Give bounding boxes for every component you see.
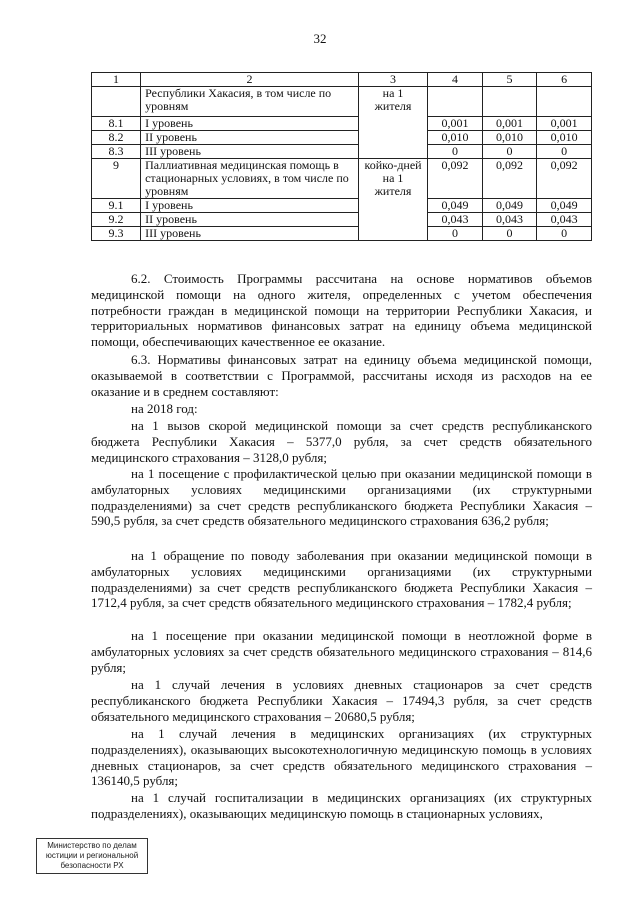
row-number <box>92 87 141 117</box>
table-row <box>92 87 592 117</box>
value-cell: 0,092 <box>482 159 537 199</box>
row-name: II уровень <box>141 213 359 227</box>
row-number: 8.3 <box>92 145 141 159</box>
value-cell: 0 <box>428 227 483 241</box>
ministry-stamp: Министерство по делам юстиции и региональной безопасности РХ <box>36 838 148 874</box>
value-cell <box>482 87 537 117</box>
table-row <box>92 213 592 227</box>
paragraph-high-tech: на 1 случай лечения в медицинских организациях (их структурных подразделениях), оказывающих высокотехнологичную медицинскую помощь в условиях дневных стационаров, за счет средств обязательного медицинского страхования – 136140,5 рубля; <box>91 726 592 789</box>
value-cell: 0,010 <box>482 131 537 145</box>
table-header-row <box>92 73 592 87</box>
paragraph-day-hospital: на 1 случай лечения в условиях дневных стационаров за счет средств республиканского бюджета Республики Хакасия – 17494,3 рубля, за счет средств обязательного медицинского страхования – 20680,5 рубля; <box>91 677 592 724</box>
value-cell: 0,001 <box>482 117 537 131</box>
row-name: I уровень <box>141 199 359 213</box>
row-number: 8.2 <box>92 131 141 145</box>
row-unit: койко-дней на 1 жителя <box>358 159 427 241</box>
value-cell: 0,049 <box>537 199 592 213</box>
paragraph-disease-appeal: на 1 обращение по поводу заболевания при оказании медицинской помощи в амбулаторных условиях медицинскими организациями (их структурными подразделениями) за счет средств республиканского бюджета Республики Хакасия – 1712,4 рубля, за счет средств обязательного медицинского страхования – 1782,4 рубля; <box>91 548 592 611</box>
header-cell: 1 <box>92 73 141 87</box>
paragraph-6-3: 6.3. Нормативы финансовых затрат на единицу объема медицинской помощи, оказываемой в соответствии с Программой, рассчитаны исходя из расходов на ее оказание и в среднем составляют: <box>91 352 592 399</box>
paragraph-urgent-visit: на 1 посещение при оказании медицинской помощи в неотложной форме в амбулаторных условиях за счет средств обязательного медицинского страхования – 814,6 рубля; <box>91 628 592 675</box>
value-cell <box>537 87 592 117</box>
table-row <box>92 131 592 145</box>
paragraph-year: на 2018 год: <box>131 401 198 416</box>
paragraph-preventive-visit: на 1 посещение с профилактической целью при оказании медицинской помощи в амбулаторных условиях медицинскими организациями (их структурными подразделениями) за счет средств республиканского бюджета Республики Хакасия – 590,5 рубля, за счет средств обязательного медицинского страхования 636,2 рубля; <box>91 466 592 529</box>
row-name: Республики Хакасия, в том числе по уровням <box>141 87 359 117</box>
value-cell <box>428 87 483 117</box>
paragraph-ambulance: на 1 вызов скорой медицинской помощи за счет средств республиканского бюджета Республики Хакасия – 5377,0 рубля, за счет средств обязательного медицинского страхования – 3128,0 рубля; <box>91 418 592 465</box>
value-cell: 0,001 <box>428 117 483 131</box>
value-cell: 0,010 <box>428 131 483 145</box>
paragraph-hospitalization: на 1 случай госпитализации в медицинских организациях (их структурных подразделениях), оказывающих медицинскую помощь в стационарных условиях, <box>91 790 592 821</box>
value-cell: 0,043 <box>482 213 537 227</box>
row-number: 9 <box>92 159 141 199</box>
value-cell: 0,049 <box>482 199 537 213</box>
row-name: Паллиативная медицинская помощь в стационарных условиях, в том числе по уровням <box>141 159 359 199</box>
header-cell: 6 <box>537 73 592 87</box>
row-number: 9.2 <box>92 213 141 227</box>
value-cell: 0,010 <box>537 131 592 145</box>
row-number: 9.1 <box>92 199 141 213</box>
value-cell: 0 <box>428 145 483 159</box>
value-cell: 0 <box>537 145 592 159</box>
norms-table <box>91 72 592 241</box>
row-name: II уровень <box>141 131 359 145</box>
row-unit: на 1 жителя <box>358 87 427 159</box>
value-cell: 0,092 <box>537 159 592 199</box>
row-number: 9.3 <box>92 227 141 241</box>
header-cell: 2 <box>141 73 359 87</box>
value-cell: 0,001 <box>537 117 592 131</box>
row-name: I уровень <box>141 117 359 131</box>
value-cell: 0 <box>537 227 592 241</box>
value-cell: 0 <box>482 145 537 159</box>
header-cell: 5 <box>482 73 537 87</box>
table-row <box>92 117 592 131</box>
row-name: III уровень <box>141 145 359 159</box>
table-row <box>92 145 592 159</box>
value-cell: 0,049 <box>428 199 483 213</box>
value-cell: 0,092 <box>428 159 483 199</box>
table-row <box>92 227 592 241</box>
row-number: 8.1 <box>92 117 141 131</box>
value-cell: 0,043 <box>428 213 483 227</box>
value-cell: 0,043 <box>537 213 592 227</box>
row-name: III уровень <box>141 227 359 241</box>
table-row <box>92 159 592 199</box>
table-row <box>92 199 592 213</box>
paragraph-6-2: 6.2. Стоимость Программы рассчитана на основе нормативов объемов медицинской помощи на одного жителя, определенных с учетом обеспечения потребности граждан в медицинской помощи на территории Республики Хакасия, и территориальных нормативов финансовых затрат на единицу объема медицинской помощи, обеспечивающих качественное ее оказание. <box>91 271 592 350</box>
value-cell: 0 <box>482 227 537 241</box>
header-cell: 3 <box>358 73 427 87</box>
page-number: 32 <box>313 31 327 46</box>
header-cell: 4 <box>428 73 483 87</box>
